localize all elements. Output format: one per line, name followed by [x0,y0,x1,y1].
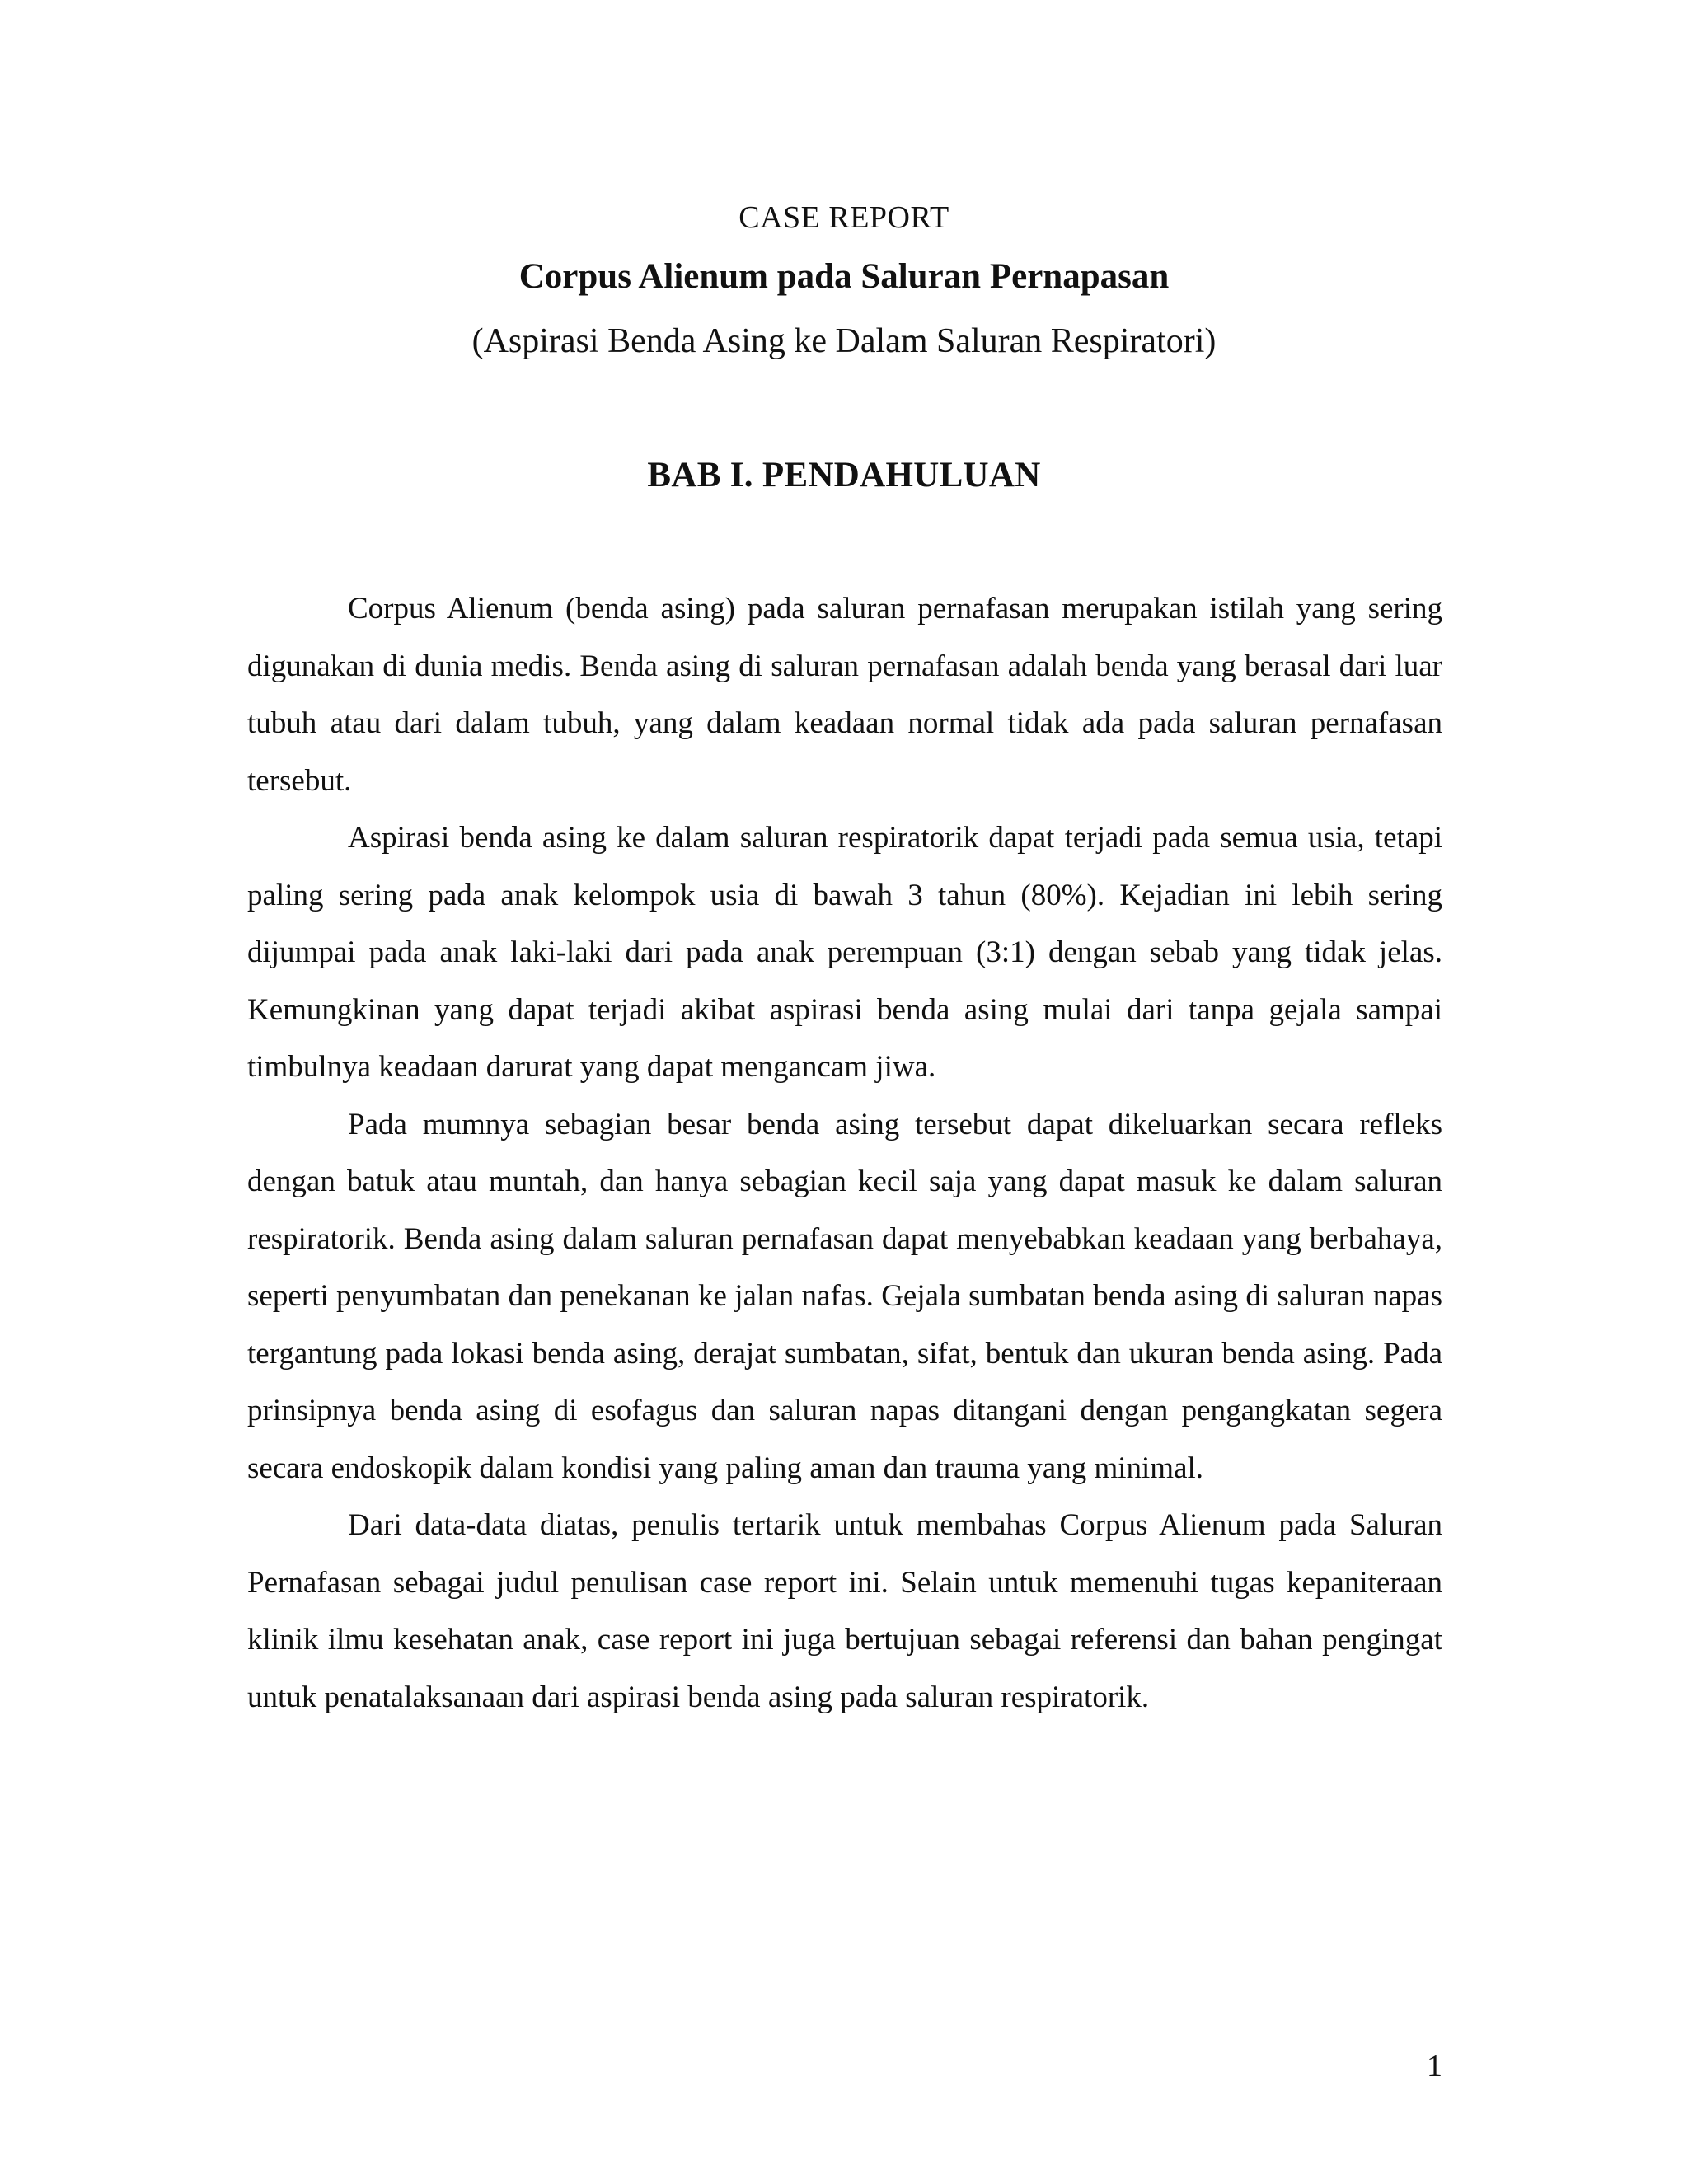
chapter-heading: BAB I. PENDAHULUAN [647,456,1041,494]
body-text [247,580,1442,1726]
paragraph: Pada mumnya sebagian besar benda asing tersebut dapat dikeluarkan secara refleks dengan batuk atau muntah, dan hanya sebagian kecil saja yang dapat masuk ke dalam saluran respiratorik. Benda asing dalam saluran pernafasan dapat menyebabkan keadaan yang berbahaya, seperti penyumbatan dan penekanan ke jalan nafas. Gejala sumbatan benda asing di saluran napas tergantung pada lokasi benda asing, derajat sumbatan, sifat, bentuk dan ukuran benda asing. Pada prinsipnya benda asing di esofagus dan saluran napas ditangani dengan pengangkatan segera secara endoskopik dalam kondisi yang paling aman dan trauma yang minimal. [247,1107,1442,1485]
paragraph: Dari data-data diatas, penulis tertarik untuk membahas Corpus Alienum pada Saluran Pernafasan sebagai judul penulisan case report ini. Selain untuk memenuhi tugas kepaniteraan klinik ilmu kesehatan anak, case report ini juga bertujuan sebagai referensi dan bahan pengingat untuk penatalaksanaan dari aspirasi benda asing pada saluran respiratorik. [247,1508,1442,1714]
document-title: Corpus Alienum pada Saluran Pernapasan [518,257,1170,296]
paragraph: Corpus Alienum (benda asing) pada saluran pernafasan merupakan istilah yang sering digunakan di dunia medis. Benda asing di saluran pernafasan adalah benda yang berasal dari luar tubuh atau dari dalam tubuh, yang dalam keadaan normal tidak ada pada saluran pernafasan tersebut. [247,592,1442,798]
page-number: 1 [1427,2049,1442,2083]
paragraph: Aspirasi benda asing ke dalam saluran respiratorik dapat terjadi pada semua usia, tetapi paling sering pada anak kelompok usia di bawah 3 tahun (80%). Kejadian ini lebih sering dijumpai pada anak laki-laki dari pada anak perempuan (3:1) dengan sebab yang tidak jelas. Kemungkinan yang dapat terjadi akibat aspirasi benda asing mulai dari tanpa gejala sampai timbulnya keadaan darurat yang dapat mengancam jiwa. [247,821,1442,1084]
report-type-label: CASE REPORT [738,200,950,235]
document-subtitle: (Aspirasi Benda Asing ke Dalam Saluran Respiratori) [471,322,1217,360]
